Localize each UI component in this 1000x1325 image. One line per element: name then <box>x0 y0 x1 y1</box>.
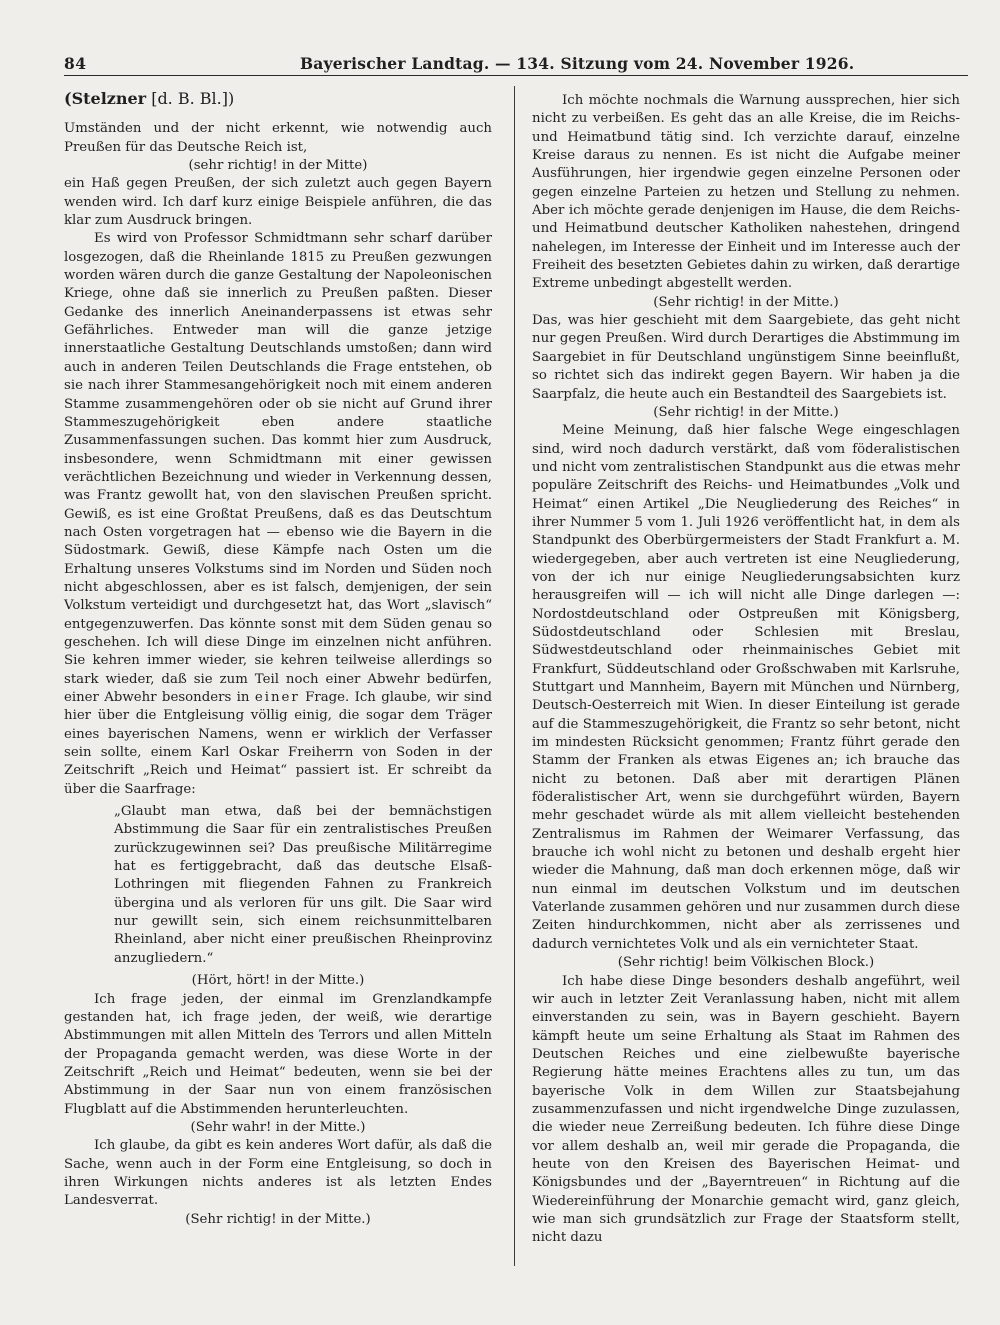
speaker-line <box>64 90 492 108</box>
paragraph: ein Haß gegen Preußen, der sich zuletzt auch gegen Bayern wenden wird. Ich darf kurz einige Beispiele anführen, die das klar zum Ausdruck bringen. <box>64 176 492 229</box>
speaker-party: [d. B. Bl.]) <box>146 89 235 108</box>
interjection: (Sehr richtig! in der Mitte.) <box>653 294 839 310</box>
interjection: (Sehr richtig! beim Völkischen Block.) <box>617 955 875 971</box>
header-rule <box>64 75 968 76</box>
interjection: (Sehr richtig! in der Mitte.) <box>653 404 839 420</box>
paragraph: Ich habe diese Dinge besonders deshalb angeführt, weil wir auch in letzter Zeit Veranlassung haben, nicht mit allem einverstanden zu sein, was in Bayern geschieht. Bayern kämpft heute um seine Erhaltung als Staat im Rahmen des Deutschen Reiches und eine zielbewußte bayerische Regierung hätte meines Erachtens alles zu tun, um das bayerische Volk in dem Willen zur Staatsbejahung zusammenzufassen und nicht irgendwelche Dinge zuzulassen, die wieder neue Zerreißung bedeuten. Ich führe diese Dinge vor allem deshalb an, weil mir gerade die Propaganda, die heute von den Kreisen des Bayerischen Heimat- und Königsbundes und der „Bayerntreuen“ in Richtung auf die Wiedereinführung der Monarchie gemacht wird, ganz gleich, wie man sich grundsätzlich zur Frage der Staatsform stellt, nicht dazu <box>532 973 960 1246</box>
interjection: (Hört, hört! in der Mitte.) <box>191 973 365 989</box>
paragraph: Ich frage jeden, der einmal im Grenzlandkampfe gestanden hat, ich frage jeden, der weiß, wie derartige Abstimmungen mit allen Mitteln des Terrors und allen Mitteln der Propaganda gemacht werden, was diese Worte in der Zeitschrift „Reich und Heimat“ bedeuten, wenn sie bei der Abstimmung in der Saar nun von einem französischen Flugblatt auf die Abstimmenden herunterleuchten. <box>64 991 492 1117</box>
right-column <box>532 92 960 1248</box>
block-quote: „Glaubt man etwa, daß bei der bemnächstigen Abstimmung die Saar für ein zentralistisches Preußen zurückzugewinnen sei? Das preußische Militärregime hat es fertiggebracht, daß das deutsche Elsaß-Lothringen mit fliegenden Fahnen zu Frankreich übergina und als verloren für uns gilt. Die Saar wird nur gewillt sein, sich einem reichsunmittelbaren Rheinland, aber nicht einer preußischen Rheinprovinz anzugliedern.“ <box>114 804 492 966</box>
paragraph: Ich möchte nochmals die Warnung aussprechen, hier sich nicht zu verbeißen. Es geht das an alle Kreise, die im Reichs- und Heimatbund tätig sind. Ich verzichte darauf, einzelne Kreise daraus zu nennen. Es ist nicht die Aufgabe meiner Ausführungen, hier irgendwie gegen einzelne Personen oder gegen einzelne Parteien zu hetzen und Stellung zu nehmen. Aber ich möchte gerade denjenigen im Hause, die dem Reichs- und Heimatbund deutscher Katholiken nahestehen, dringend nahelegen, im Interesse der Einheit und im Interesse auch der Freiheit des besetzten Gebietes dahin zu wirken, daß derartige Extreme unbedingt abgestellt werden. <box>532 93 960 292</box>
paragraph: Ich glaube, da gibt es kein anderes Wort dafür, als daß die Sache, wenn auch in der Form eine Entgleisung, so doch in ihren Wirkungen nichts anderes ist als letzten Endes Landesverrat. <box>64 1138 492 1209</box>
page-number: 84 <box>64 54 87 73</box>
speaker-name: (Stelzner <box>64 89 147 108</box>
emphasized-word: einer <box>254 690 300 705</box>
page-header <box>64 52 968 78</box>
interjection: (Sehr wahr! in der Mitte.) <box>190 1119 366 1135</box>
interjection: (Sehr richtig! in der Mitte.) <box>185 1211 371 1227</box>
paragraph-text: Es wird von Professor Schmidtmann sehr scharf darüber losgezogen, daß die Rheinlande 1815 zu Preußen gezwungen worden wären durch die ganze Gestaltung der Napoleonischen Kriege, ohne daß sie innerlich zu Preußen paßten. Dieser Gedanke des innerlich Aneinanderpassens ist etwas sehr Gefährliches. Entweder man will die ganze jetzige innerstaatliche Gestaltung Deutschlands umstoßen; dann wird auch in anderen Teilen Deutschlands die Frage entstehen, ob sie nach ihrer Stammesangehörigkeit noch mit einem anderen Stamme zusammengehören oder ob sie nicht auf Grund ihrer Stammeszugehörigkeit eben andere staatliche Zusammenfassungen suchen. Das kommt hier zum Ausdruck, insbesondere, wenn Schmidtmann mit einer gewissen verächtlichen Bezeichnung und wieder in Verkennung dessen, was Frantz gewollt hat, von den slavischen Preußen spricht. Gewiß, es ist eine Großtat Preußens, daß es das Deutschtum nach Osten vorgetragen hat — ebenso wie die Bayern in die Südostmark. Gewiß, diese Kämpfe nach Osten um die Erhaltung unseres Volkstums sind im Norden und Süden noch nicht abgeschlossen, aber es ist falsch, demjenigen, der sein Volkstum verteidigt und durchgesetzt hat, das Wort „slavisch“ entgegenzuwerfen. Das könnte sonst mit dem Süden genau so geschehen. Ich will diese Dinge im einzelnen nicht anführen. Sie kehren immer wieder, sie kehren teilweise allerdings so stark wieder, daß sie zum Teil noch einer Abwehr bedürfen, einer Abwehr besonders in <box>64 231 492 705</box>
interjection: (sehr richtig! in der Mitte) <box>188 158 368 174</box>
paragraph: Meine Meinung, daß hier falsche Wege eingeschlagen sind, wird noch dadurch verstärkt, daß vom föderalistischen und nicht vom zentralistischen Standpunkt aus die etwas mehr populäre Zeitschrift des Reichs- und Heimatbundes „Volk und Heimat“ einen Artikel „Die Neugliederung des Reiches“ in ihrer Nummer 5 vom 1. Juli 1926 veröffentlicht hat, in dem als Standpunkt des Oberbürgermeisters der Stadt Frankfurt a. M. wiedergegeben, aber auch vertreten ist eine Neugliederung, von der ich nur einige Neugliederungsabsichten kurz herausgreifen will — ich will nicht alle Dinge darlegen —: Nordostdeutschland oder Ostpreußen mit Königsberg, Südostdeutschland oder Schlesien mit Breslau, Südwestdeutschland oder rheinmainisches Gebiet mit Frankfurt, Süddeutschland oder Großschwaben mit Karlsruhe, Stuttgart und Mannheim, Bayern mit München und Nürnberg, Deutsch-Oesterreich mit Wien. In dieser Einteilung ist gerade auf die Stammeszugehörigkeit, die Frantz so sehr betont, nicht im mindesten Rücksicht genommen; Frantz führt gerade den Stamm der Franken als etwas Eigenes an; ich brauche das nicht zu betonen. Daß aber mit derartigen Plänen föderalistischer Art, wenn sie durchgeführt würden, Bayern mehr geschadet würde als mit allem vielleicht bestehenden Zentralismus im Rahmen der Weimarer Verfassung, das brauche ich wohl nicht zu betonen und deshalb ergeht hier wieder die Mahnung, daß man doch erkennen möge, daß wir nun einmal im deutschen Volkstum und im deutschen Vaterlande zusammen gehören und nur zusammen durch diese Zeiten hindurchkommen, nicht aber als zerrissenes und dadurch vernichtetes Volk und als ein vernichteter Staat. <box>532 423 960 952</box>
paragraph <box>64 230 492 799</box>
left-column <box>64 90 492 1229</box>
column-divider <box>514 86 515 1266</box>
paragraph: Das, was hier geschieht mit dem Saargebiete, das geht nicht nur gegen Preußen. Wird durch Derartiges die Abstimmung im Saargebiet in für Deutschland ungünstigem Sinne beeinflußt, so richtet sich das indirekt gegen Bayern. Wir haben ja die Saarpfalz, die heute auch ein Bestandteil des Saargebiets ist. <box>532 313 960 402</box>
running-title: Bayerischer Landtag. — 134. Sitzung vom 24. November 1926. <box>300 54 855 73</box>
paragraph-text: Frage. Ich glaube, wir sind hier über die Entgleisung völlig einig, die sogar dem Träger eines bayerischen Namens, wenn er wirklich der Verfasser sein sollte, einem Karl Oskar Freiherrn von Soden in der Zeitschrift „Reich und Heimat“ passiert ist. Er schreibt da über die Saarfrage: <box>64 690 492 797</box>
paragraph: Umständen und der nicht erkennt, wie notwendig auch Preußen für das Deutsche Reich ist, <box>64 121 492 155</box>
